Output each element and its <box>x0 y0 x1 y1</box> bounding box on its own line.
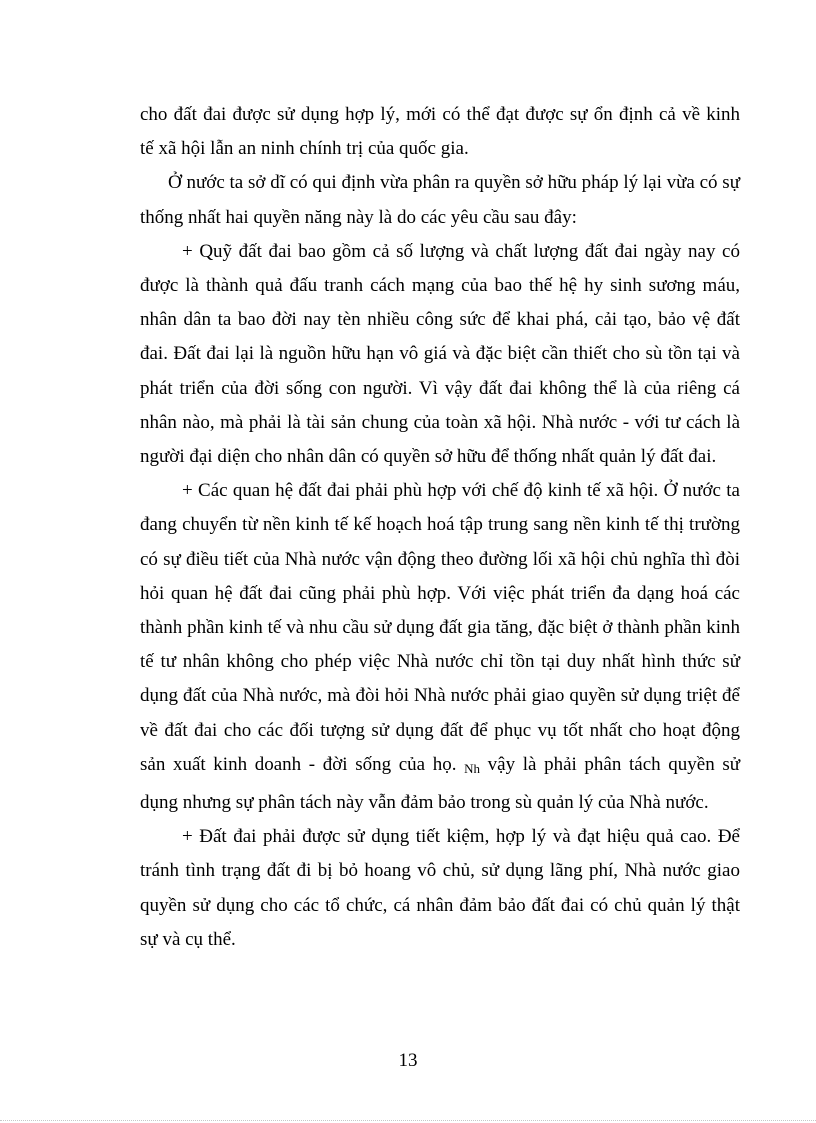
text-line: phát triển của đời sống con người. Vì vậy đất đai không thể là của riêng cá <box>140 377 740 399</box>
text-line: dụng đất của Nhà nước, mà đòi hỏi Nhà nước phải giao quyền sử dụng triệt để <box>140 685 740 707</box>
text-line: thống nhất hai quyền năng này là do các yêu cầu sau đây: <box>140 206 577 228</box>
text-line: + Các quan hệ đất đai phải phù hợp với chế độ kinh tế xã hội. Ở nước ta <box>182 480 740 502</box>
paragraph-3 <box>140 235 740 474</box>
text-line: Ở nước ta sở dĩ có qui định vừa phân ra quyền sở hữu pháp lý lại vừa có sự <box>168 172 740 194</box>
small-inline-text: Nh <box>464 760 481 776</box>
text-line-with-inline <box>140 748 740 786</box>
text-line: đang chuyển từ nền kinh tế kế hoạch hoá tập trung sang nền kinh tế thị trường <box>140 514 740 536</box>
text-line: về đất đai cho các đối tượng sử dụng đất để phục vụ tốt nhất cho hoạt động <box>140 719 740 741</box>
text-line: có sự điều tiết của Nhà nước vận động theo đường lối xã hội chủ nghĩa thì đòi <box>140 548 740 570</box>
text-fragment: vậy là phải phân tách quyền sử <box>487 753 741 775</box>
body-text <box>140 98 740 957</box>
text-line: dụng nhưng sự phân tách này vẫn đảm bảo trong sù quản lý của Nhà nước. <box>140 792 709 814</box>
text-line: người đại diện cho nhân dân có quyền sở hữu để thống nhất quản lý đất đai. <box>140 446 717 468</box>
text-line: tế xã hội lẫn an ninh chính trị của quốc gia. <box>140 138 469 160</box>
text-line: cho đất đai được sử dụng hợp lý, mới có thể đạt được sự ổn định cả về kinh <box>140 104 740 125</box>
text-line: quyền sử dụng cho các tổ chức, cá nhân đảm bảo đất đai có chủ quản lý thật <box>140 894 740 916</box>
text-line: hỏi quan hệ đất đai cũng phải phù hợp. Với việc phát triển đa dạng hoá các <box>140 582 740 604</box>
text-line: nhân dân ta bao đời nay tèn nhiều công sức để khai phá, cải tạo, bảo vệ đất <box>140 309 740 331</box>
text-line: thành phần kinh tế và nhu cầu sử dụng đất gia tăng, đặc biệt ở thành phần kinh <box>140 617 740 639</box>
page-number: 13 <box>398 1050 418 1071</box>
text-line: sự và cụ thể. <box>140 928 236 950</box>
text-line: được là thành quả đấu tranh cách mạng của bao thế hệ hy sinh sương máu, <box>140 275 740 297</box>
text-line: tế tư nhân không cho phép việc Nhà nước chỉ tồn tại duy nhất hình thức sử <box>140 651 740 673</box>
paragraph-5 <box>140 820 740 957</box>
text-line: nhân nào, mà phải là tài sản chung của toàn xã hội. Nhà nước - với tư cách là <box>140 411 740 433</box>
text-line: + Đất đai phải được sử dụng tiết kiệm, hợp lý và đạt hiệu quả cao. Để <box>182 826 740 848</box>
text-line: đai. Đất đai lại là nguồn hữu hạn vô giá và đặc biệt cần thiết cho sù tồn tại và <box>140 343 740 365</box>
paragraph-2 <box>140 166 740 234</box>
text-fragment: sản xuất kinh doanh - đời sống của họ. <box>140 753 457 775</box>
paragraph-4 <box>140 474 740 820</box>
page-bottom-divider <box>0 1120 816 1121</box>
text-line: + Quỹ đất đai bao gồm cả số lượng và chất lượng đất đai ngày nay có <box>182 240 740 262</box>
paragraph-1 <box>140 98 740 166</box>
text-line: tránh tình trạng đất đi bị bỏ hoang vô chủ, sử dụng lãng phí, Nhà nước giao <box>140 860 740 882</box>
